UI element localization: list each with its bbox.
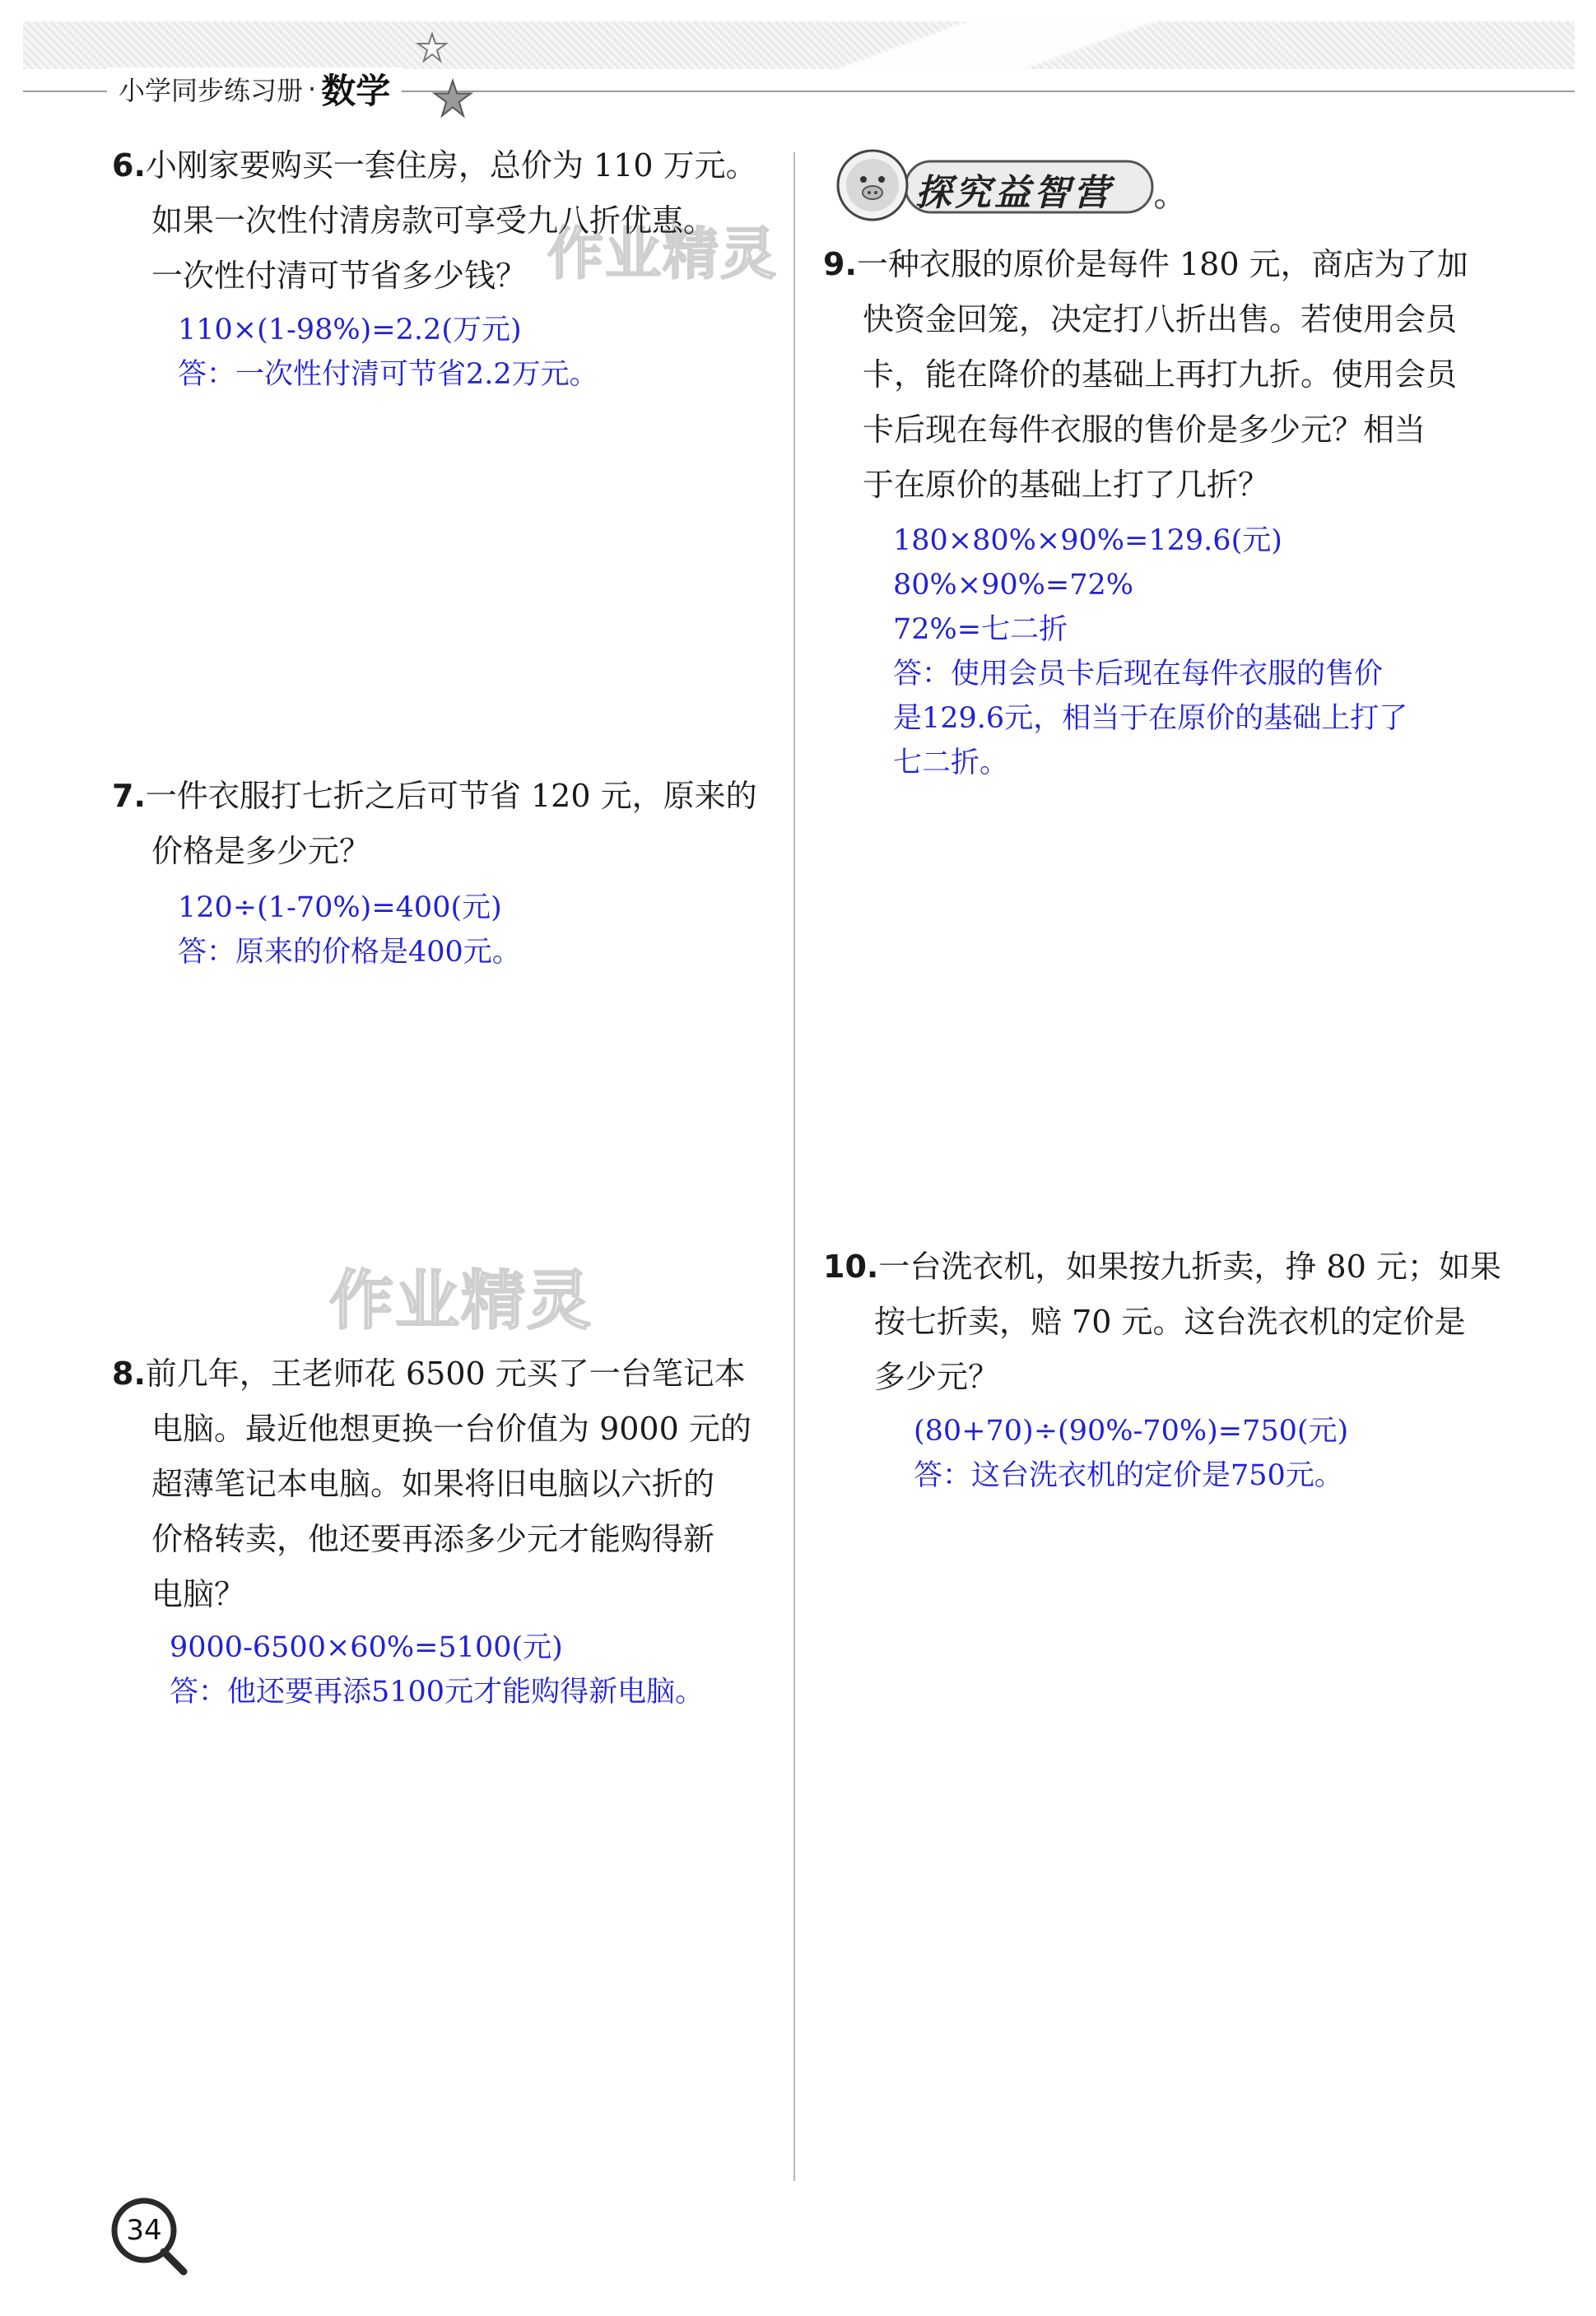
question-text-line: 如果一次性付清房款可享受九八折优惠。 xyxy=(151,202,715,239)
header-decoration xyxy=(461,21,1580,69)
question-7 xyxy=(112,769,757,879)
answer-10 xyxy=(914,1409,1348,1498)
book-title: 小学同步练习册 xyxy=(119,75,304,106)
watermark: 作业精灵 xyxy=(547,222,779,287)
answer-line: 答：原来的价格是400元。 xyxy=(178,936,521,969)
question-text-line: 超薄笔记本电脑。如果将旧电脑以六折的 xyxy=(151,1466,715,1502)
question-number: 6. xyxy=(112,147,146,184)
answer-line: 80%×90%=72% xyxy=(893,569,1134,602)
header-title xyxy=(107,67,402,110)
answer-9 xyxy=(893,519,1408,785)
question-text-line: 价格是多少元？ xyxy=(151,833,371,869)
question-text-line: 电脑。最近他想更换一台价值为 9000 元的 xyxy=(151,1411,751,1447)
question-text-line: 多少元？ xyxy=(874,1359,1000,1395)
answer-line: 110×(1-98%)=2.2(万元) xyxy=(178,314,522,346)
answer-line: 答：使用会员卡后现在每件衣服的售价 xyxy=(893,658,1384,691)
question-text-line: 于在原价的基础上打了几折？ xyxy=(863,467,1270,503)
answer-line: 是129.6元，相当于在原价的基础上打了 xyxy=(893,702,1408,735)
question-text-line: 按七折卖，赔 70 元。这台洗衣机的定价是 xyxy=(874,1304,1466,1340)
answer-6 xyxy=(178,308,598,397)
star-icon xyxy=(416,31,449,64)
title-separator: · xyxy=(308,73,317,105)
column-divider xyxy=(793,152,795,2181)
answer-line: 答：他还要再添5100元才能购得新电脑。 xyxy=(170,1676,705,1709)
answer-line: 七二折。 xyxy=(893,746,1009,779)
answer-line: 72%=七二折 xyxy=(893,613,1068,646)
question-10 xyxy=(823,1239,1501,1405)
question-text-line: 快资金回笼，决定打八折出售。若使用会员 xyxy=(863,301,1458,337)
question-text-line: 卡，能在降价的基础上再打九折。使用会员 xyxy=(863,356,1458,393)
question-number: 9. xyxy=(823,246,857,282)
page-number-badge xyxy=(109,2196,192,2278)
question-text-line: 小刚家要购买一套住房，总价为 110 万元。 xyxy=(145,147,757,184)
question-number: 7. xyxy=(112,778,146,814)
question-text-line: 卡后现在每件衣服的售价是多少元？相当 xyxy=(863,412,1426,448)
answer-line: 答：一次性付清可节省2.2万元。 xyxy=(178,358,598,391)
question-6 xyxy=(112,138,757,304)
star-icon xyxy=(431,77,474,120)
watermark: 作业精灵 xyxy=(329,1264,593,1338)
question-9 xyxy=(823,237,1468,513)
question-text-line: 一种衣服的原价是每件 180 元，商店为了加 xyxy=(856,246,1468,282)
question-text-line: 一台洗衣机，如果按九折卖，挣 80 元；如果 xyxy=(878,1249,1501,1285)
answer-7 xyxy=(178,886,521,974)
answer-line: 120÷(1-70%)=400(元) xyxy=(178,891,502,924)
question-text-line: 一次性付清可节省多少钱？ xyxy=(151,258,528,294)
answer-line: 180×80%×90%=129.6(元) xyxy=(893,524,1282,557)
question-number: 8. xyxy=(112,1356,146,1392)
subject-title: 数学 xyxy=(321,71,391,111)
section-title: 探究益智营 xyxy=(915,172,1113,214)
answer-line: (80+70)÷(90%-70%)=750(元) xyxy=(914,1415,1349,1448)
question-number: 10. xyxy=(823,1249,879,1285)
question-text-line: 前几年，王老师花 6500 元买了一台笔记本 xyxy=(145,1356,746,1392)
answer-line: 9000-6500×60%=5100(元) xyxy=(170,1631,563,1664)
answer-line: 答：这台洗衣机的定价是750元。 xyxy=(914,1459,1343,1492)
question-text-line: 价格转卖，他还要再添多少元才能购得新 xyxy=(151,1521,715,1557)
page-number: 34 xyxy=(126,2214,162,2247)
question-text-line: 电脑？ xyxy=(151,1576,246,1612)
answer-8 xyxy=(170,1625,704,1714)
question-text-line: 一件衣服打七折之后可节省 120 元，原来的 xyxy=(145,778,757,814)
question-8 xyxy=(112,1346,751,1622)
